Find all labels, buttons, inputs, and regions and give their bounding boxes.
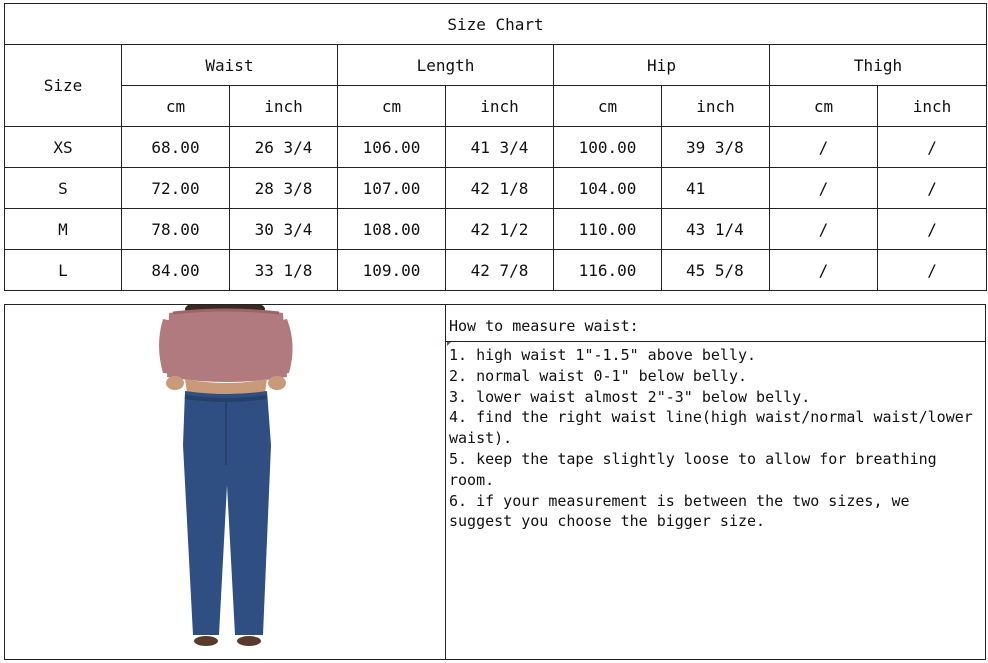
table-cell: 108.00: [338, 209, 446, 250]
table-cell: 26 3/4: [230, 127, 338, 168]
blouse: [167, 309, 287, 382]
list-item: 6. if your measurement is between the two sizes, we suggest you choose the bigger size.: [449, 491, 910, 531]
table-cell: 72.00: [122, 168, 230, 209]
table-cell: /: [770, 127, 878, 168]
unit-header: cm: [770, 86, 878, 127]
group-header-hip: Hip: [554, 45, 770, 86]
chart-title: Size Chart: [5, 4, 987, 45]
table-row: [5, 168, 987, 209]
table-cell: 78.00: [122, 209, 230, 250]
table-cell: 41 3/4: [446, 127, 554, 168]
table-cell: /: [770, 209, 878, 250]
table-cell: 42 7/8: [446, 250, 554, 291]
table-cell: 104.00: [554, 168, 662, 209]
size-column-header: Size: [5, 45, 122, 127]
unit-header: cm: [122, 86, 230, 127]
table-cell: 43 1/4: [662, 209, 770, 250]
unit-header: cm: [554, 86, 662, 127]
unit-header: inch: [446, 86, 554, 127]
group-header-thigh: Thigh: [770, 45, 987, 86]
table-cell: /: [878, 127, 987, 168]
table-cell: /: [878, 209, 987, 250]
table-cell: 45 5/8: [662, 250, 770, 291]
table-cell: /: [878, 168, 987, 209]
size-label: S: [5, 168, 122, 209]
list-item: 4. find the right waist line(high waist/normal waist/lower waist).: [449, 408, 973, 448]
table-cell: 68.00: [122, 127, 230, 168]
unit-header: cm: [338, 86, 446, 127]
size-label: M: [5, 209, 122, 250]
table-cell: 116.00: [554, 250, 662, 291]
list-item: 2. normal waist 0-1" below belly.: [449, 366, 748, 385]
list-item: 3. lower waist almost 2"-3" below belly.: [449, 387, 811, 406]
table-cell: 41: [662, 168, 770, 209]
unit-header: inch: [878, 86, 987, 127]
table-row: [5, 127, 987, 168]
size-label: XS: [5, 127, 122, 168]
left-hand: [166, 376, 184, 390]
instructions-list: [446, 342, 985, 659]
model-illustration: [5, 305, 446, 659]
table-cell: /: [878, 250, 987, 291]
table-cell: 42 1/8: [446, 168, 554, 209]
model-photo: [5, 305, 446, 659]
unit-header: inch: [230, 86, 338, 127]
table-cell: 106.00: [338, 127, 446, 168]
right-shoe: [237, 636, 261, 646]
table-row: [5, 250, 987, 291]
table-cell: 109.00: [338, 250, 446, 291]
table-cell: 110.00: [554, 209, 662, 250]
size-chart-table: [4, 3, 987, 291]
table-cell: 33 1/8: [230, 250, 338, 291]
left-shoe: [194, 636, 218, 646]
instructions-title: How to measure waist:: [446, 305, 985, 342]
right-hand: [268, 376, 286, 390]
table-row: [5, 209, 987, 250]
list-item: 5. keep the tape slightly loose to allow for breathing room.: [449, 449, 937, 489]
table-cell: /: [770, 250, 878, 291]
size-label: L: [5, 250, 122, 291]
table-cell: 39 3/8: [662, 127, 770, 168]
unit-header: inch: [662, 86, 770, 127]
table-cell: 42 1/2: [446, 209, 554, 250]
table-cell: 28 3/8: [230, 168, 338, 209]
list-item: 1. high waist 1"-1.5" above belly.: [449, 346, 757, 364]
group-header-length: Length: [338, 45, 554, 86]
table-cell: /: [770, 168, 878, 209]
table-cell: 30 3/4: [230, 209, 338, 250]
group-header-waist: Waist: [122, 45, 338, 86]
table-cell: 107.00: [338, 168, 446, 209]
measure-guide-panel: [4, 304, 986, 660]
table-cell: 100.00: [554, 127, 662, 168]
table-cell: 84.00: [122, 250, 230, 291]
